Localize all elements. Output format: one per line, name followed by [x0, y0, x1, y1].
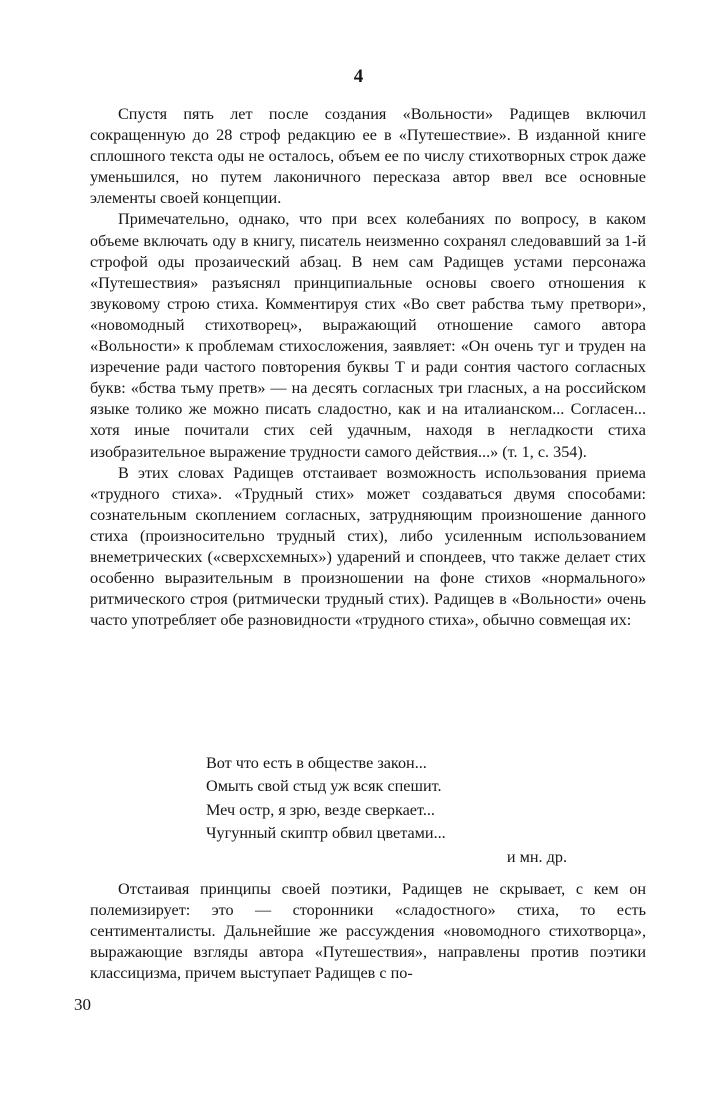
- paragraph-4: Отстаивая принципы своей поэтики, Радищев не скрывает, с кем он полемизирует: это — сторонники «сладостного» стиха, то есть сентименталисты. Дальнейшие же рассуждения «новомодного стихотворца», выражающие взгляды автора «Путешествия», направлены против поэтики классицизма, причем выступает Радищев с по-: [90, 880, 646, 983]
- verse-line-2: Омыть свой стыд уж всяк спешит.: [206, 777, 442, 796]
- page-number: 30: [74, 995, 91, 1014]
- paragraph-2: Примечательно, однако, что при всех колебаниях по вопросу, в каком объеме включать оду в книгу, писатель неизменно сохранял следовавший за 1-й строфой оды прозаический абзац. В нем сам Радищев устами персонажа «Путешествия» разъяснял принципиальные основы своего отношения к звуковому строю стиха. Комментируя стих «Во свет рабства тьму претвори», «новомодный стихотворец», выражающий отношение самого автора «Вольности» к проблемам стихосложения, заявляет: «Он очень туг и труден на изречение ради частого повторения буквы Т и ради сонтия частого согласных букв: «бства тьму претв» — на десять согласных три гласных, а на российском языке толико же можно писать сладостно, как и на италианском... Согласен... хотя иные почитали стих сей удачным, находя в негладкости стиха изобразительное выражение трудности самого действия...» (т. 1, с. 354).: [90, 210, 646, 461]
- verse-line-3: Меч остр, я зрю, везде сверкает...: [206, 800, 435, 819]
- closing-text: [90, 879, 646, 984]
- section-number: 4: [353, 66, 364, 87]
- paragraph-3: В этих словах Радищев отстаивает возможность использования приема «трудного стиха». «Трудный стих» может создаваться двумя способами: сознательным скоплением согласных, затрудняющим произношение данного стиха (произносительно трудный стих), либо усиленным использованием внеметрических («сверхсхемных») ударений и спондеев, что также делает стих особенно выразительным в произношении на фоне стихов «нормального» ритмического строя (ритмически трудный стих). Радищев в «Вольности» очень часто употребляет обе разновидности «трудного стиха», обычно совмещая их:: [90, 463, 646, 630]
- paragraph-1: Спустя пять лет после создания «Вольности» Радищев включил сокращенную до 28 строф редакцию ее в «Путешествие». В изданной книге сплошного текста оды не осталось, объем ее по числу стихотворных строк даже уменьшился, но путем лаконичного пересказа автор ввел все основные элементы своей концепции.: [90, 105, 646, 208]
- verse-etc: и мн. др.: [506, 847, 567, 866]
- main-text: [90, 104, 646, 631]
- verse-line-1: Вот что есть в обществе закон...: [206, 754, 427, 772]
- verse-line-4: Чугунный скиптр обвил цветами...: [206, 824, 446, 843]
- verse-quotation: [206, 752, 586, 869]
